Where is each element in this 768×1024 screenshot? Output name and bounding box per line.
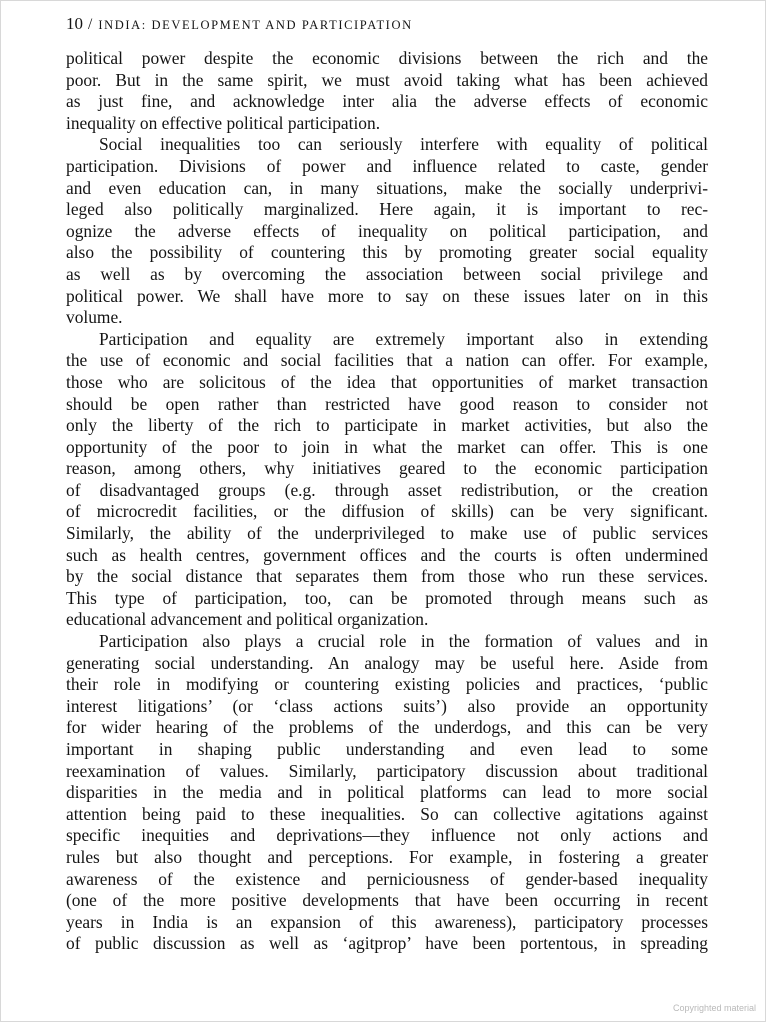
- text-line: volume.: [66, 307, 123, 328]
- text-line: disparities in the media and in political platforms can lead to more social: [66, 782, 708, 803]
- text-line: poor. But in the same spirit, we must avoid taking what has been achieved: [66, 69, 708, 90]
- text-line: of disadvantaged groups (e.g. through asset redistribution, or the creation: [66, 479, 708, 500]
- page-number: 10: [66, 14, 83, 33]
- text-line: of microcredit facilities, or the diffusion of skills) can be very significant.: [66, 501, 708, 522]
- text-line: reexamination of values. Similarly, participatory discussion about traditional: [66, 760, 708, 781]
- text-line: participation. Divisions of power and influence related to caste, gender: [66, 155, 708, 176]
- text-line: attention being paid to these inequalities. So can collective agitations against: [66, 803, 708, 824]
- text-line: important in shaping public understanding and even lead to some: [66, 739, 708, 759]
- text-line: their role in modifying or countering existing policies and practices, ‘public: [66, 674, 708, 695]
- text-line: as just fine, and acknowledge inter alia the adverse effects of economic: [66, 91, 708, 112]
- copyright-watermark: Copyrighted material: [672, 1003, 756, 1013]
- text-line: reason, among others, why initiatives geared to the economic participation: [66, 458, 708, 479]
- text-line: Social inequalities too can seriously interfere with equality of political: [99, 134, 708, 155]
- text-line: such as health centres, government offices and the courts is often undermined: [66, 544, 708, 565]
- paragraph: [66, 48, 708, 134]
- header-separator: /: [88, 16, 93, 33]
- text-line: those who are solicitous of the idea that opportunities of market transaction: [66, 371, 708, 392]
- paragraph: [66, 329, 708, 631]
- running-title: INDIA: DEVELOPMENT AND PARTICIPATION: [98, 18, 413, 32]
- text-line: ognize the adverse effects of inequality on political participation, and: [66, 220, 708, 241]
- text-line: interest litigations’ (or ‘class actions suits’) also provide an opportunity: [66, 695, 708, 716]
- text-line: This type of participation, too, can be promoted through means such as: [66, 587, 708, 608]
- paragraph: [66, 631, 708, 955]
- text-line: the use of economic and social facilities that a nation can offer. For example,: [66, 350, 708, 371]
- text-line: by the social distance that separates them from those who run these services.: [66, 566, 708, 587]
- text-line: as well as by overcoming the association between social privilege and: [66, 263, 708, 284]
- text-line: specific inequities and deprivations—they influence not only actions and: [66, 825, 708, 846]
- text-line: political power despite the economic divisions between the rich and the: [66, 48, 708, 68]
- text-line: only the liberty of the rich to participate in market activities, but also the: [66, 415, 708, 436]
- text-line: opportunity of the poor to join in what the market can offer. This is one: [66, 436, 708, 457]
- text-line: and even education can, in many situations, make the socially underprivi-: [66, 177, 708, 198]
- text-line: leged also politically marginalized. Here again, it is important to rec-: [66, 199, 708, 220]
- text-line: generating social understanding. An analogy may be useful here. Aside from: [66, 652, 708, 673]
- text-line: inequality on effective political participation.: [66, 112, 381, 133]
- running-head: [66, 14, 716, 35]
- text-line: also the possibility of countering this by promoting greater social equality: [66, 242, 708, 263]
- text-line: awareness of the existence and perniciousness of gender-based inequality: [66, 868, 708, 889]
- text-line: of public discussion as well as ‘agitprop’ have been portentous, in spreading: [66, 933, 708, 954]
- text-line: rules but also thought and perceptions. For example, in fostering a greater: [66, 846, 708, 867]
- text-line: years in India is an expansion of this awareness), participatory processes: [66, 911, 708, 932]
- body-text: [66, 48, 708, 955]
- text-line: should be open rather than restricted have good reason to consider not: [66, 393, 708, 414]
- text-line: for wider hearing of the problems of the underdogs, and this can be very: [66, 717, 708, 738]
- text-line: Participation also plays a crucial role in the formation of values and in: [99, 631, 708, 652]
- text-line: Participation and equality are extremely important also in extending: [99, 328, 708, 349]
- text-line: political power. We shall have more to say on these issues later on in this: [66, 285, 708, 306]
- text-line: (one of the more positive developments that have been occurring in recent: [66, 890, 708, 911]
- text-line: educational advancement and political organization.: [66, 609, 429, 630]
- paragraph: [66, 134, 708, 328]
- text-line: Similarly, the ability of the underprivileged to make use of public services: [66, 523, 708, 544]
